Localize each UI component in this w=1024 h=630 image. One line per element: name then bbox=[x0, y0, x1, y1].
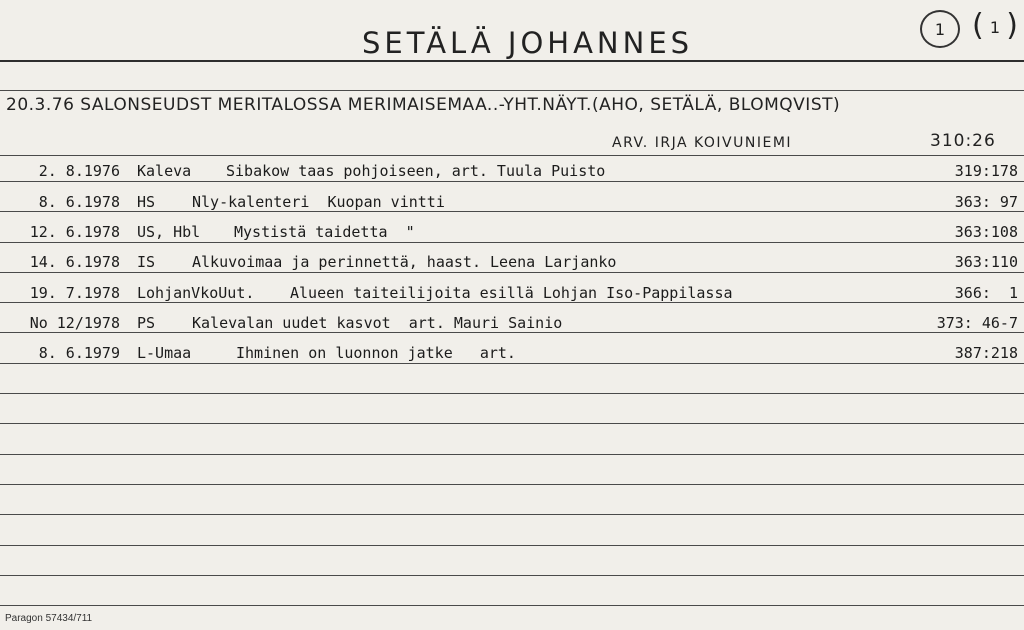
ruled-line bbox=[0, 423, 1024, 424]
entry-source: IS bbox=[137, 253, 156, 271]
ruled-line bbox=[0, 272, 1024, 273]
entry-source: Kaleva bbox=[137, 162, 192, 180]
entry-ref: 363:110 bbox=[954, 253, 1018, 271]
entry-date: 8. 6.1979 bbox=[38, 344, 120, 362]
entry-source: PS bbox=[137, 314, 156, 332]
entry-row bbox=[0, 344, 1024, 364]
entry-source: L-Umaa bbox=[137, 344, 192, 362]
entry-ref: 387:218 bbox=[954, 344, 1018, 362]
entry-text: Sibakow taas pohjoiseen, art. Tuula Puisto bbox=[226, 162, 606, 180]
entry-source: HS bbox=[137, 193, 156, 211]
ruled-line bbox=[0, 514, 1024, 515]
ruled-line bbox=[0, 363, 1024, 364]
entry-text: Kalevalan uudet kasvot art. Mauri Sainio bbox=[192, 314, 563, 332]
entry-ref: 363: 97 bbox=[954, 193, 1018, 211]
ruled-line bbox=[0, 545, 1024, 546]
handwritten-ref: 310:26 bbox=[930, 131, 996, 151]
handwritten-reviewer: ARV. IRJA KOIVUNIEMI bbox=[612, 135, 793, 151]
entry-row bbox=[0, 223, 1024, 243]
entry-row bbox=[0, 284, 1024, 304]
entry-source: US, Hbl bbox=[137, 223, 201, 241]
ruled-line bbox=[0, 484, 1024, 485]
entry-row bbox=[0, 314, 1024, 334]
entry-date: 19. 7.1978 bbox=[29, 284, 120, 302]
entry-ref: 319:178 bbox=[954, 162, 1018, 180]
entry-ref: 363:108 bbox=[954, 223, 1018, 241]
entry-date: 14. 6.1978 bbox=[29, 253, 120, 271]
entry-text: Ihminen on luonnon jatke art. bbox=[236, 344, 516, 362]
ruled-line bbox=[0, 393, 1024, 394]
entry-text: Alkuvoimaa ja perinnettä, haast. Leena Larjanko bbox=[192, 253, 617, 271]
card-footer: Paragon 57434/711 bbox=[5, 613, 93, 624]
ruled-line bbox=[0, 454, 1024, 455]
entry-source: LohjanVkoUut. bbox=[137, 284, 255, 302]
card-number-parenthesized: ( 1 ) bbox=[972, 10, 1018, 44]
ruled-line bbox=[0, 181, 1024, 182]
entry-text: Mystistä taidetta " bbox=[234, 223, 415, 241]
entry-date: 2. 8.1976 bbox=[38, 162, 120, 180]
entry-text: Alueen taiteilijoita esillä Lohjan Iso-Pappilassa bbox=[290, 284, 733, 302]
entry-row bbox=[0, 253, 1024, 273]
entry-row bbox=[0, 162, 1024, 182]
ruled-line bbox=[0, 60, 1024, 62]
ruled-line bbox=[0, 575, 1024, 576]
ruled-line bbox=[0, 90, 1024, 91]
ruled-line bbox=[0, 605, 1024, 606]
card-number-circled: 1 bbox=[920, 10, 960, 48]
ruled-line bbox=[0, 332, 1024, 333]
entry-date: 8. 6.1978 bbox=[38, 193, 120, 211]
entry-text: Nly-kalenteri Kuopan vintti bbox=[192, 193, 445, 211]
entry-date: 12. 6.1978 bbox=[29, 223, 120, 241]
ruled-line bbox=[0, 302, 1024, 303]
entry-ref: 366: 1 bbox=[954, 284, 1018, 302]
handwritten-entry: 20.3.76 SALONSEUDST MERITALOSSA MERIMAISEMAA..-YHT.NÄYT.(AHO, SETÄLÄ, BLOMQVIST) bbox=[6, 95, 841, 115]
entry-row bbox=[0, 193, 1024, 213]
ruled-line bbox=[0, 155, 1024, 156]
card-title: SETÄLÄ JOHANNES bbox=[362, 26, 694, 60]
ruled-line bbox=[0, 242, 1024, 243]
entry-date: No 12/1978 bbox=[29, 314, 120, 332]
ruled-line bbox=[0, 211, 1024, 212]
entry-ref: 373: 46-7 bbox=[936, 314, 1018, 332]
